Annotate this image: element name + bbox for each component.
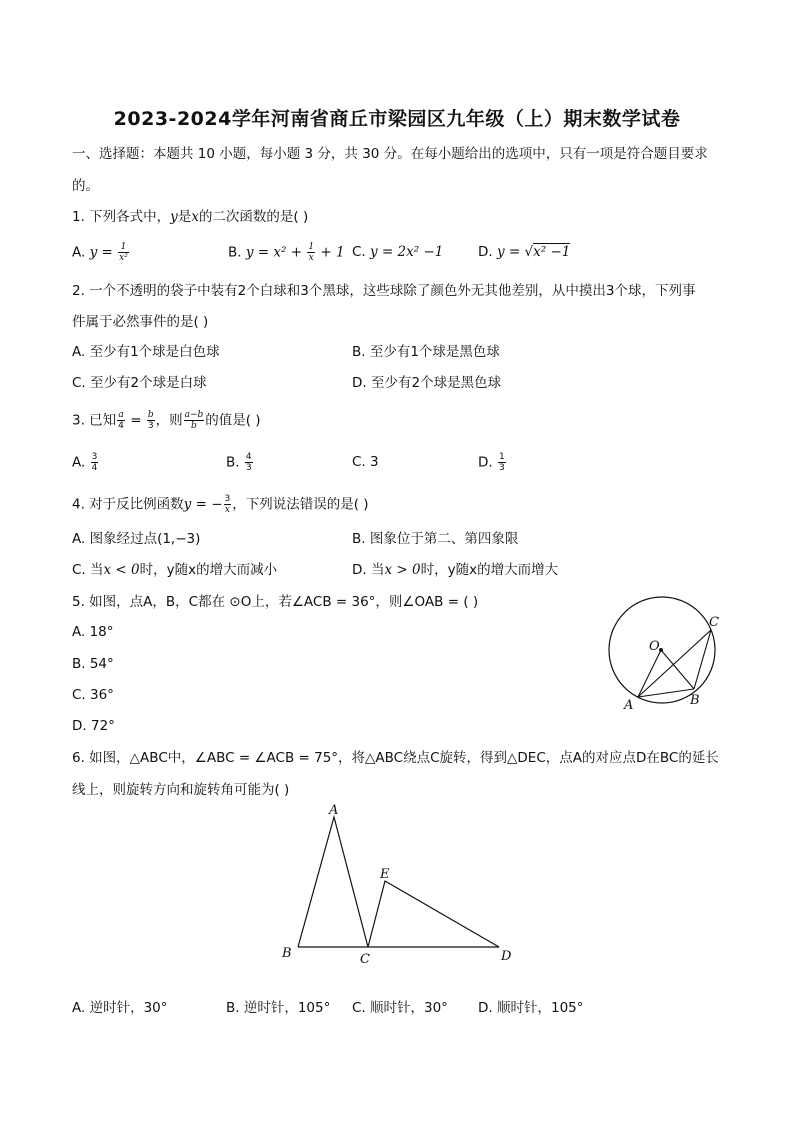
q5-option-a: A. 18° <box>72 624 114 640</box>
q3-stem <box>72 410 261 431</box>
q3-fraction-a-over-4 <box>117 410 125 431</box>
q4-option-d-prefix: D. 当 <box>352 562 385 578</box>
q3-stem-suffix: 的值是( ) <box>205 412 261 429</box>
q1-var-x: x <box>191 209 199 225</box>
q1-option-b-num: 1 <box>308 242 315 252</box>
q6-option-c: C. 顺时针，30° <box>352 1000 448 1016</box>
q3-option-b-fraction <box>245 452 253 473</box>
q2-option-a: A. 至少有1个球是白色球 <box>72 344 220 360</box>
sqrt-icon: √ <box>524 244 534 260</box>
q4-option-c-suffix: 时，y随x的增大而减小 <box>139 562 278 578</box>
q5-option-d: D. 72° <box>72 718 115 734</box>
label-b: B <box>282 946 292 961</box>
q4-option-b: B. 图象位于第二、第四象限 <box>352 531 519 547</box>
q3-option-b-label: B. <box>226 454 240 471</box>
segment-bc <box>694 630 711 689</box>
q3-option-d-num: 1 <box>498 452 505 462</box>
q3-option-d-fraction <box>498 452 506 473</box>
q3-option-a-den: 4 <box>91 463 98 473</box>
q1-option-a-num: 1 <box>118 242 129 253</box>
q1-option-c-label: C. <box>352 244 366 260</box>
q1-option-a-label: A. <box>72 244 86 261</box>
q3-option-b-den: 3 <box>245 463 252 473</box>
section-heading-line2: 的。 <box>72 178 99 194</box>
q4-stem <box>72 494 369 515</box>
q1-option-b-lhs: y = x² + <box>245 244 303 261</box>
q3-f3-num: a−b <box>184 410 204 420</box>
q3-option-b-num: 4 <box>245 452 252 462</box>
q4-fn-num: 3 <box>224 494 231 504</box>
q6-option-b: B. 逆时针，105° <box>226 1000 331 1016</box>
q1-option-a-lhs: y = <box>89 244 113 261</box>
triangle-dec <box>368 881 499 947</box>
q3-fraction-b-over-3 <box>147 410 155 431</box>
q3-f2-num: b <box>147 410 154 420</box>
q1-option-b <box>228 242 345 263</box>
label-e: E <box>380 867 390 882</box>
triangle-abc <box>298 817 368 947</box>
label-a: A <box>624 698 634 713</box>
q1-var-y: y <box>170 209 178 225</box>
q2-option-d: D. 至少有2个球是黑色球 <box>352 375 502 391</box>
segment-ab <box>638 689 694 697</box>
q1-option-a-fraction <box>118 242 129 263</box>
q3-f1-den: 4 <box>118 421 124 431</box>
q4-fn-lhs: y = − <box>183 496 223 513</box>
q1-option-d-label: D. <box>478 244 493 260</box>
q3-f1-num: a <box>118 410 124 420</box>
q4-fn-fraction <box>224 494 232 515</box>
q4-option-c-prefix: C. 当 <box>72 562 104 578</box>
q2-option-b: B. 至少有1个球是黑色球 <box>352 344 500 360</box>
q1-option-b-rhs: + 1 <box>320 244 345 261</box>
q1-option-d-radicand: x² −1 <box>533 244 571 260</box>
label-a: A <box>329 803 339 818</box>
q1-option-c <box>352 242 443 262</box>
q2-option-c: C. 至少有2个球是白球 <box>72 375 207 391</box>
label-d: D <box>501 949 512 964</box>
q1-option-a <box>72 242 130 263</box>
q2-stem-line2: 件属于必然事件的是( ) <box>72 314 209 330</box>
q6-triangle-figure <box>270 800 530 975</box>
label-c: C <box>360 952 370 967</box>
q6-stem-line2: 线上，则旋转方向和旋转角可能为( ) <box>72 782 290 798</box>
q6-option-a: A. 逆时针，30° <box>72 1000 168 1016</box>
label-c: C <box>709 615 719 630</box>
q1-stem <box>72 207 308 227</box>
section-heading-line1: 一、选择题：本题共 10 小题，每小题 3 分，共 30 分。在每小题给出的选项中，只有一项是符合题目要求 <box>72 146 708 162</box>
q1-option-b-fraction <box>307 242 315 263</box>
q2-stem-line1: 2. 一个不透明的袋子中装有2个白球和3个黑球，这些球除了颜色外无其他差别，从中摸出3个球，下列事 <box>72 283 696 299</box>
q3-option-a-num: 3 <box>91 452 98 462</box>
q1-stem-prefix: 1. 下列各式中， <box>72 209 171 225</box>
q4-stem-prefix: 4. 对于反比例函数 <box>72 496 184 513</box>
q3-option-b <box>226 452 254 473</box>
q3-f2-den: 3 <box>147 421 154 431</box>
label-b: B <box>690 693 700 708</box>
q1-option-b-den: x <box>308 253 314 263</box>
q6-stem-line1: 6. 如图，△ABC中，∠ABC = ∠ACB = 75°，将△ABC绕点C旋转，得到△DEC，点A的对应点D在BC的延长 <box>72 750 719 766</box>
q3-option-d-den: 3 <box>498 463 505 473</box>
q4-option-a: A. 图象经过点(1,−3) <box>72 531 201 547</box>
q5-circle-figure <box>600 590 730 720</box>
segment-ob <box>661 650 694 689</box>
q6-option-d: D. 顺时针，105° <box>478 1000 584 1016</box>
page-title: 2023-2024学年河南省商丘市梁园区九年级（上）期末数学试卷 <box>113 108 681 130</box>
q3-fraction-expr <box>184 410 205 431</box>
q1-stem-suffix: 的二次函数的是( ) <box>198 209 309 225</box>
q5-option-c: C. 36° <box>72 687 114 703</box>
q4-option-d-cond: x > 0 <box>384 562 421 578</box>
q1-option-d-lhs: y = <box>496 244 521 260</box>
q5-option-b: B. 54° <box>72 656 114 672</box>
q1-text-is: 是 <box>177 209 192 225</box>
q4-stem-suffix: ，下列说法错误的是( ) <box>232 496 369 513</box>
q1-option-d <box>478 242 570 262</box>
q4-option-c <box>72 560 277 580</box>
q3-option-c: C. 3 <box>352 454 379 470</box>
q3-option-a-label: A. <box>72 454 86 471</box>
q3-option-a <box>72 452 99 473</box>
q3-option-d-label: D. <box>478 454 493 471</box>
q1-option-b-label: B. <box>228 244 242 261</box>
q4-option-d-suffix: 时，y随x的增大而增大 <box>420 562 559 578</box>
label-o: O <box>649 639 660 654</box>
q1-option-a-den: x² <box>119 253 128 263</box>
q3-stem-mid: ，则 <box>155 412 183 429</box>
q4-option-c-cond: x < 0 <box>103 562 140 578</box>
q1-option-c-expr: y = 2x² −1 <box>370 244 444 260</box>
q4-option-d <box>352 560 558 580</box>
q4-fn-den: x <box>224 505 230 515</box>
q3-equals: = <box>130 412 142 429</box>
q3-stem-prefix: 3. 已知 <box>72 412 117 429</box>
q5-stem: 5. 如图，点A，B，C都在 ⊙O上，若∠ACB = 36°，则∠OAB = ( ) <box>72 594 479 610</box>
q3-option-d <box>478 452 507 473</box>
q3-f3-den: b <box>191 421 197 431</box>
segment-ao <box>638 650 661 697</box>
q3-option-a-fraction <box>91 452 99 473</box>
